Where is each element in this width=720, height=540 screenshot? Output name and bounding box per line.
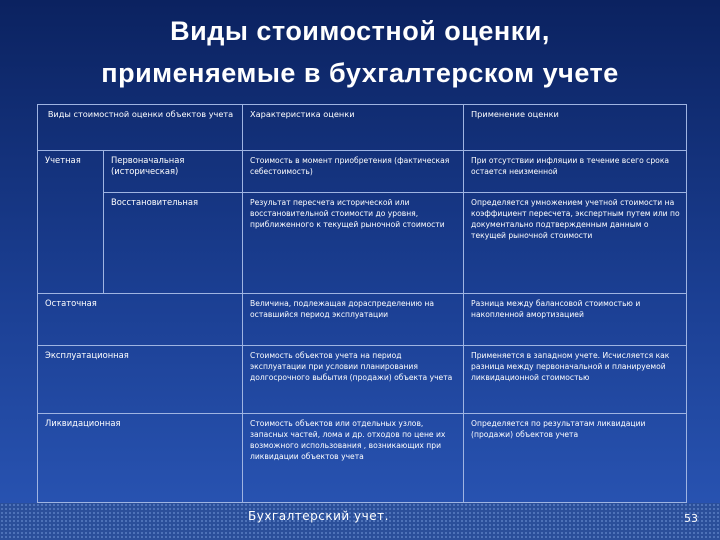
table-row [38,151,687,193]
table-row [38,294,687,346]
row-name-replacement: Восстановительная [104,193,243,294]
row-name-operational: Эксплуатационная [38,346,243,414]
table-row [38,414,687,503]
row-characteristic-residual: Величина, подлежащая дораспределению на оставшийся период эксплуатации [243,294,464,346]
row-application-operational: Применяется в западном учете. Исчисляется как разница между первоначальной и планируемой ликвидационной стоимостью [464,346,687,414]
row-name-historical: Первоначальная (историческая) [104,151,243,193]
row-name-liquidation: Ликвидационная [38,414,243,503]
slide-title [10,10,710,94]
page-number: 53 [684,512,698,525]
table-header-row [38,105,687,151]
footer-text: Бухгалтерский учет. [248,509,389,523]
row-characteristic-replacement: Результат пересчета исторической или восстановительной стоимости до уровня, приближенного к текущей рыночной стоимости [243,193,464,294]
row-characteristic-operational: Стоимость объектов учета на период эксплуатации при условии планирования долгосрочного выбытия (продажи) объекта учета [243,346,464,414]
valuation-table [37,104,687,503]
slide-title-line1: Виды стоимостной оценки, [170,16,550,46]
group-label-accounting: Учетная [38,151,104,294]
row-application-historical: При отсутствии инфляции в течение всего срока остается неизменной [464,151,687,193]
row-characteristic-liquidation: Стоимость объектов или отдельных узлов, запасных частей, лома и др. отходов по цене их возможного использования , возникающих при ликвидации объектов учета [243,414,464,503]
row-characteristic-historical: Стоимость в момент приобретения (фактическая себестоимость) [243,151,464,193]
header-application: Применение оценки [464,105,687,151]
row-application-residual: Разница между балансовой стоимостью и накопленной амортизацией [464,294,687,346]
header-characteristic: Характеристика оценки [243,105,464,151]
table-row [38,193,687,294]
header-valuation-types: Виды стоимостной оценки объектов учета [38,105,243,151]
row-name-residual: Остаточная [38,294,243,346]
table-row [38,346,687,414]
slide-title-line2: применяемые в бухгалтерском учете [101,58,619,88]
row-application-liquidation: Определяется по результатам ликвидации (продажи) объектов учета [464,414,687,503]
row-application-replacement: Определяется умножением учетной стоимости на коэффициент пересчета, экспертным путем или по документально подтвержденным данным о текущей рыночной стоимости [464,193,687,294]
